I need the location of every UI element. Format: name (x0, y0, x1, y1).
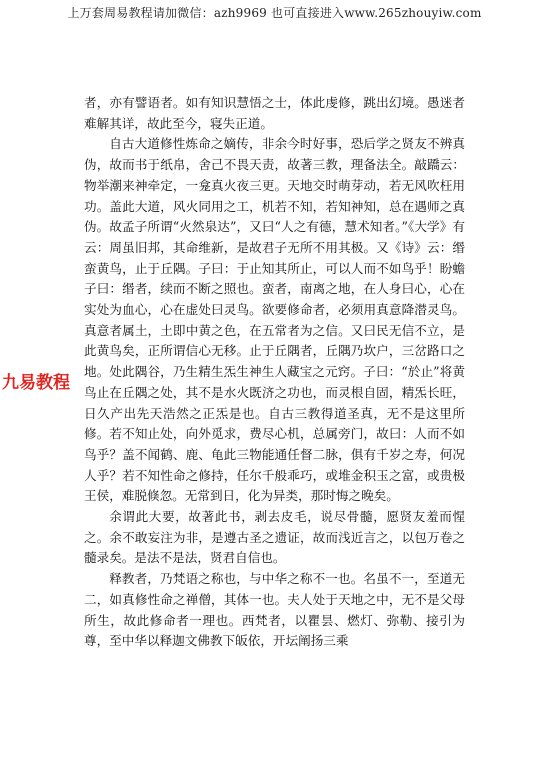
header-banner: 上万套周易教程请加微信：azh9969 也可直接进入www.265zhouyiw.com (67, 6, 482, 20)
paragraph: 余谓此大要，故著此书，剥去皮毛，说尽骨髓，愿贤友羞而惺之。余不敢妄注为非，是遵古圣之遗证，故而浅近言之，以包万卷之髓录矣。是法不是法，贤君自信也。 (84, 509, 465, 566)
body-text (84, 93, 465, 652)
paragraph: 释教者，乃梵语之称也，与中华之称不一也。名虽不一，至道无二，如真修性命之禅僧，其体一也。夫人处于天地之中，无不是父母所生，故此修命者一理也。西梵者，以瞿昙、燃灯、弥勒、接引为尊，至中华以释迦文佛教下皈依，开坛阐扬三乘 (84, 571, 465, 649)
paragraph: 者，亦有譬语者。如有知识慧悟之士，体此虔修，跳出幻境。愚迷者难解其详，故此至今，寝失正道。 (84, 95, 465, 131)
paragraph: 自古大道修性炼命之嫡传，非余今时好事，恐后学之贤友不辨真伪，故而书于纸帛，舍己不畏天责，故著三教，理备法全。敲蹻云：物举潮来神牵定，一龛真火夜三更。天地交时萌芽动，若无风吹枉用功。盖此大道，风火同用之工，机若不知，若知神知，总在遇师之真伪。故孟子所谓“火然泉达”，又曰“人之有德，慧术知者。”《大学》有云：周虽旧邦，其命维新，是故君子无所不用其极。又《诗》云：缗蛮黄鸟，止于丘隅。子曰：于止知其所止，可以人而不如鸟乎！盼蟾子曰：缗者，续而不断之照也。蛮者，南离之地，在人身曰心，心在实处为血心，心在虚处曰灵鸟。欲要修命者，必须用真意降潜灵鸟。真意者属土，土即中黄之色，在五常者为之信。又曰民无信不立，是此黄鸟矣，正所谓信心无移。止于丘隅者，丘隅乃坎户，三岔路口之地。处此隅谷，乃生精生炁生神生人藏宝之元窍。子曰：“於止”将黄鸟止在丘隅之处，其不是水火既济之功也，而灵根自固，精炁长旺，日久产出先天浩然之正炁是也。自古三教得道圣真，无不是这里所修。若不知止处，向外觅求，费尽心机，总属旁门，故曰：人而不如鸟乎？盖不闻鹤、鹿、龟此三物能通任督二脉，俱有千岁之寿，何况人乎？若不知性命之修持，任尔千般乖巧，或堆金积玉之富，或贵极王侯，难脱倏忽。无常到日，化为异类，那时悔之晚矣。 (84, 136, 465, 504)
side-watermark: 九易教程 (2, 373, 70, 393)
